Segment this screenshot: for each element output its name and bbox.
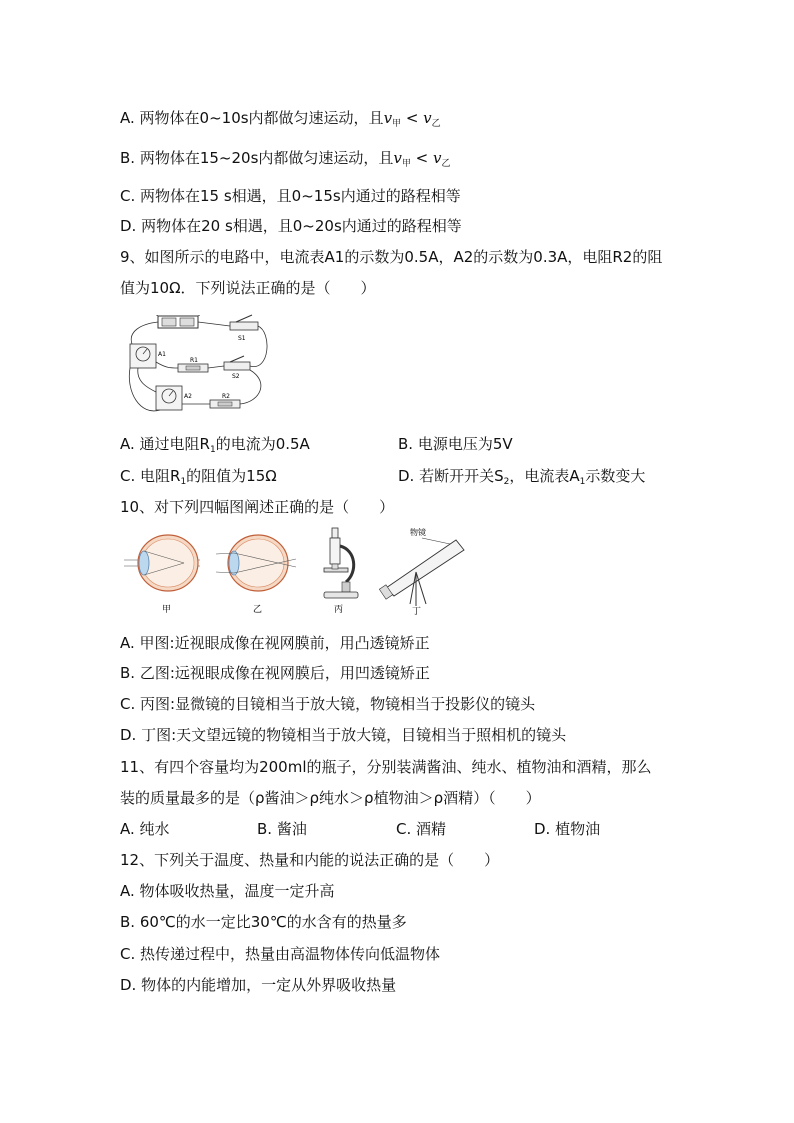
q9-option-b: B. 电源电压为5V bbox=[398, 435, 513, 453]
v-symbol: v bbox=[423, 109, 432, 127]
svg-text:-: - bbox=[156, 312, 159, 319]
q9-option-d-text-end: 示数变大 bbox=[585, 467, 646, 485]
q10-stem: 10、对下列四幅图阐述正确的是（ ） bbox=[120, 498, 395, 516]
q9-option-d bbox=[398, 466, 645, 492]
sub-yi: 乙 bbox=[431, 119, 441, 129]
sub-jia: 甲 bbox=[401, 159, 411, 169]
q9-option-a-text: A. 通过电阻R bbox=[120, 435, 210, 453]
eye-yi-figure bbox=[216, 535, 296, 615]
sub: 1 bbox=[209, 445, 216, 455]
sub-yi: 乙 bbox=[441, 159, 451, 169]
q8-option-b bbox=[120, 148, 451, 174]
q10-option-a: A. 甲图:近视眼成像在视网膜前，用凸透镜矫正 bbox=[120, 634, 430, 652]
label-objective: 物镜 bbox=[410, 528, 426, 537]
label-jia: 甲 bbox=[162, 605, 172, 615]
q9-option-a bbox=[120, 434, 310, 460]
q12-option-b: B. 60℃的水一定比30℃的水含有的热量多 bbox=[120, 913, 407, 931]
label-s2: S2 bbox=[232, 373, 240, 380]
label-ding: 丁 bbox=[412, 607, 422, 616]
label-bing: 丙 bbox=[334, 605, 344, 615]
telescope-figure bbox=[379, 527, 464, 616]
q12-stem: 12、下列关于温度、热量和内能的说法正确的是（ ） bbox=[120, 851, 500, 869]
sub: 1 bbox=[180, 477, 187, 487]
q10-option-c: C. 丙图:显微镜的目镜相当于放大镜，物镜相当于投影仪的镜头 bbox=[120, 695, 536, 713]
q11-option-d: D. 植物油 bbox=[534, 820, 601, 838]
q9-stem-line1: 9、如图所示的电路中，电流表A1的示数为0.5A，A2的示数为0.3A，电阻R2的阻 bbox=[120, 248, 663, 266]
v-symbol: v bbox=[433, 149, 442, 167]
q9-option-c-text-end: 的阻值为15Ω bbox=[186, 467, 277, 485]
q9-stem-line2: 值为10Ω．下列说法正确的是（ ） bbox=[120, 279, 376, 297]
circuit-diagram bbox=[120, 312, 280, 422]
q11-stem-line2: 装的质量最多的是（ρ酱油＞ρ纯水＞ρ植物油＞ρ酒精）（ ） bbox=[120, 789, 541, 807]
q8-option-a bbox=[120, 108, 441, 134]
q11-stem-line1: 11、有四个容量均为200ml的瓶子，分别装满酱油、纯水、植物油和酒精，那么 bbox=[120, 758, 652, 776]
q11-option-c: C. 酒精 bbox=[396, 820, 447, 838]
label-yi: 乙 bbox=[253, 605, 263, 615]
label-r1: R1 bbox=[190, 357, 198, 364]
q8-option-a-text: A. 两物体在0~10s内都做匀速运动，且 bbox=[120, 109, 384, 127]
q12-option-c: C. 热传递过程中，热量由高温物体传向低温物体 bbox=[120, 945, 441, 963]
q10-option-d: D. 丁图:天文望远镜的物镜相当于放大镜，目镜相当于照相机的镜头 bbox=[120, 726, 567, 744]
q9-option-d-text: D. 若断开开关S bbox=[398, 467, 504, 485]
less-than: < bbox=[401, 109, 424, 127]
sub: 2 bbox=[503, 477, 510, 487]
v-symbol: v bbox=[383, 109, 393, 127]
sub-jia: 甲 bbox=[392, 119, 402, 129]
svg-text:-: - bbox=[198, 312, 201, 319]
less-than: < bbox=[410, 149, 433, 167]
q11-option-b: B. 酱油 bbox=[257, 820, 307, 838]
label-s1: S1 bbox=[238, 335, 246, 342]
q8-option-c: C. 两物体在15 s相遇，且0~15s内通过的路程相等 bbox=[120, 187, 461, 205]
sub: 1 bbox=[579, 477, 586, 487]
q12-option-a: A. 物体吸收热量，温度一定升高 bbox=[120, 882, 335, 900]
q12-option-d: D. 物体的内能增加，一定从外界吸收热量 bbox=[120, 976, 397, 994]
label-a2: A2 bbox=[184, 393, 192, 400]
q10-option-b: B. 乙图:远视眼成像在视网膜后，用凹透镜矫正 bbox=[120, 664, 430, 682]
q9-option-c bbox=[120, 466, 277, 492]
v-symbol: v bbox=[393, 149, 402, 167]
optics-figures bbox=[120, 526, 470, 616]
q9-option-a-text-end: 的电流为0.5A bbox=[215, 435, 310, 453]
label-a1: A1 bbox=[158, 351, 166, 358]
microscope-figure bbox=[324, 528, 358, 615]
q8-option-b-text: B. 两物体在15~20s内都做匀速运动，且 bbox=[120, 149, 394, 167]
q9-option-d-text-mid: ，电流表A bbox=[509, 467, 580, 485]
label-r2: R2 bbox=[222, 393, 230, 400]
q11-option-a: A. 纯水 bbox=[120, 820, 170, 838]
q8-option-d: D. 两物体在20 s相遇，且0~20s内通过的路程相等 bbox=[120, 217, 462, 235]
q9-option-c-text: C. 电阻R bbox=[120, 467, 181, 485]
eye-jia-figure bbox=[124, 535, 200, 615]
